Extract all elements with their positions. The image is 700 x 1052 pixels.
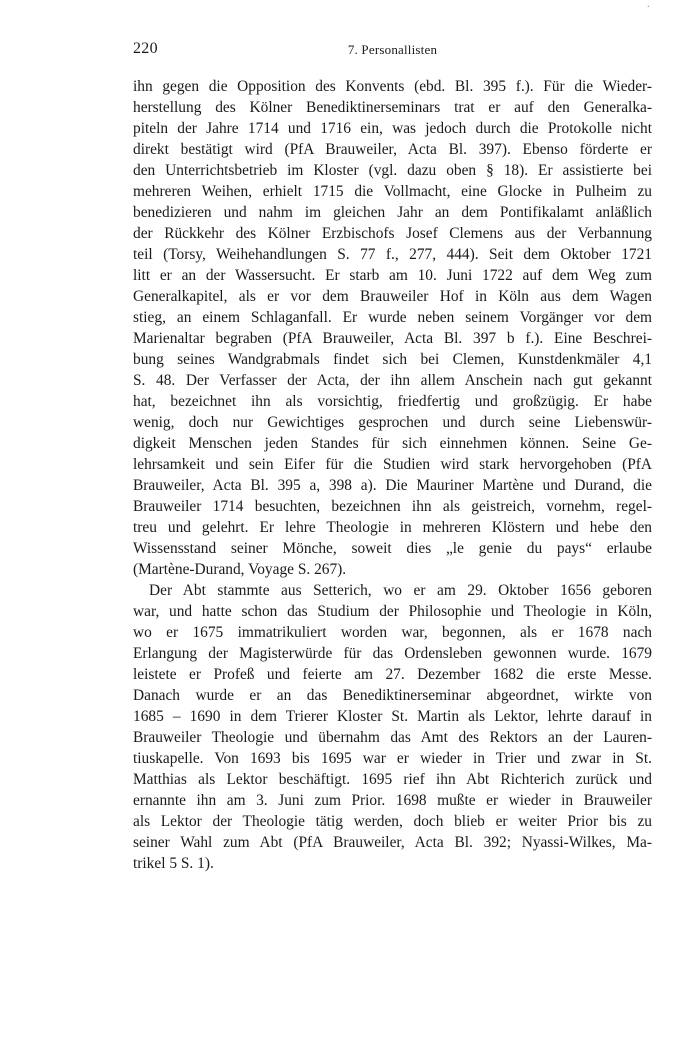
text-line: benedizieren und nahm im gleichen Jahr an dem Pontifikalamt anläßlich <box>133 204 652 221</box>
text-line: Der Abt stammte aus Setterich, wo er am 29. Oktober 1656 geboren <box>149 582 652 599</box>
text-line: direkt bestätigt wird (PfA Brauweiler, Acta Bl. 397). Ebenso förderte er <box>133 141 652 158</box>
paragraph <box>133 76 652 580</box>
text-line: wo er 1675 immatrikuliert worden war, begonnen, als er 1678 nach <box>133 624 652 641</box>
corner-mark: · <box>646 2 650 13</box>
text-line: Brauweiler 1714 besuchten, bezeichnen ihn als geistreich, vornehm, regel- <box>133 498 652 515</box>
text-line: bung seines Wandgrabmals findet sich bei Clemen, Kunstdenkmäler 4,1 <box>133 351 652 368</box>
text-line: wenig, doch nur Gewichtiges gesprochen und durch seine Liebenswür- <box>133 414 652 431</box>
text-line: piteln der Jahre 1714 und 1716 ein, was jedoch durch die Protokolle nicht <box>133 120 652 137</box>
text-line: Matthias als Lektor beschäftigt. 1695 rief ihn Abt Richterich zurück und <box>133 771 652 788</box>
text-line: Erlangung der Magisterwürde für das Ordensleben gewonnen wurde. 1679 <box>133 645 652 662</box>
text-line: Brauweiler, Acta Bl. 395 a, 398 a). Die Mauriner Martène und Durand, die <box>133 477 652 494</box>
text-line: Wissensstand seiner Mönche, soweit dies „le genie du pays“ erlaube <box>133 540 652 557</box>
text-line: trikel 5 S. 1). <box>133 855 214 872</box>
text-line: digkeit Menschen jeden Standes für sich einnehmen können. Seine Ge- <box>133 435 652 452</box>
text-line: mehreren Weihen, erhielt 1715 die Vollmacht, eine Glocke in Pulheim zu <box>133 183 652 200</box>
text-line: Marienaltar begraben (PfA Brauweiler, Acta Bl. 397 b f.). Eine Beschrei- <box>133 330 652 347</box>
text-line: leistete er Profeß und feierte am 27. Dezember 1682 die erste Messe. <box>133 666 652 683</box>
text-line: litt er an der Wassersucht. Er starb am 10. Juni 1722 auf dem Weg zum <box>133 267 652 284</box>
text-line: als Lektor der Theologie tätig werden, doch blieb er weiter Prior bis zu <box>133 813 652 830</box>
text-line: ihn gegen die Opposition des Konvents (ebd. Bl. 395 f.). Für die Wieder- <box>133 78 652 95</box>
section-title: 7. Personallisten <box>347 42 438 57</box>
text-line: (Martène-Durand, Voyage S. 267). <box>133 561 347 578</box>
text-line: ernannte ihn am 3. Juni zum Prior. 1698 mußte er wieder in Brauweiler <box>133 792 652 809</box>
text-line: seiner Wahl zum Abt (PfA Brauweiler, Acta Bl. 392; Nyassi-Wilkes, Ma- <box>133 834 652 851</box>
text-line: war, und hatte schon das Studium der Philosophie und Theologie in Köln, <box>133 603 652 620</box>
paragraph <box>133 580 652 874</box>
text-line: Danach wurde er an das Benediktinerseminar abgeordnet, wirkte von <box>133 687 652 704</box>
text-line: Generalkapitel, als er vor dem Brauweiler Hof in Köln aus dem Wagen <box>133 288 652 305</box>
text-line: 1685 – 1690 in dem Trierer Kloster St. Martin als Lektor, lehrte darauf in <box>133 708 652 725</box>
text-line: hat, bezeichnet ihn als vorsichtig, friedfertig und großzügig. Er habe <box>133 393 652 410</box>
text-line: herstellung des Kölner Benediktinerseminars trat er auf den Generalka- <box>133 99 652 116</box>
text-line: S. 48. Der Verfasser der Acta, der ihn allem Anschein nach gut gekannt <box>133 372 652 389</box>
body-text <box>133 76 652 874</box>
text-line: tiuskapelle. Von 1693 bis 1695 war er wieder in Trier und zwar in St. <box>133 750 652 767</box>
text-line: treu und gelehrt. Er lehre Theologie in mehreren Klöstern und hebe den <box>133 519 652 536</box>
page-number: 220 <box>133 40 158 57</box>
text-line: Brauweiler Theologie und übernahm das Amt des Rektors an der Lauren- <box>133 729 652 746</box>
text-line: lehrsamkeit und sein Eifer für die Studien wird stark hervorgehoben (PfA <box>133 456 652 473</box>
running-head <box>133 40 652 62</box>
text-line: den Unterrichtsbetrieb im Kloster (vgl. dazu oben § 18). Er assistierte bei <box>133 162 652 179</box>
text-line: der Rückkehr des Kölner Erzbischofs Josef Clemens aus der Verbannung <box>133 225 652 242</box>
text-line: teil (Torsy, Weihehandlungen S. 77 f., 277, 444). Seit dem Oktober 1721 <box>133 246 652 263</box>
text-line: stieg, an einem Schlaganfall. Er wurde neben seinem Vorgänger vor dem <box>133 309 652 326</box>
